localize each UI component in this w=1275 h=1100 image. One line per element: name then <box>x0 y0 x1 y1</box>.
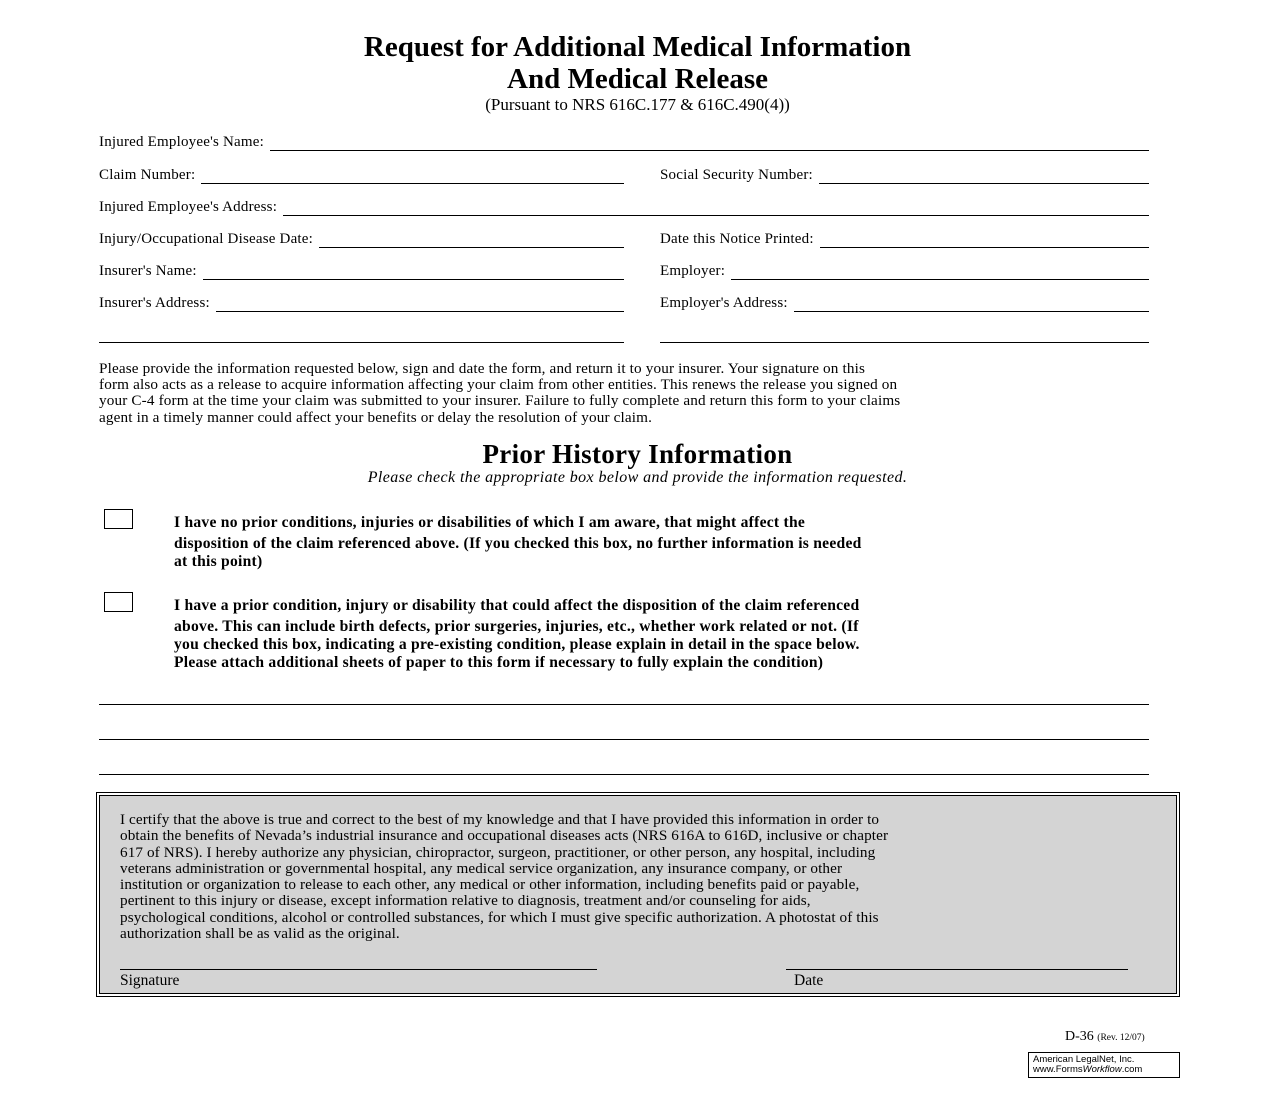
explanation-line-3[interactable] <box>99 774 1149 775</box>
certification-line: I certify that the above is true and correct to the best of my knowledge and that I have provided this information in order to <box>120 811 880 828</box>
prior-history-heading: Prior History Information <box>482 439 793 469</box>
form-revision: (Rev. 12/07) <box>1097 1033 1145 1043</box>
option-line: at this point) <box>174 553 263 570</box>
explanation-line-2[interactable] <box>99 739 1149 740</box>
option-line: disposition of the claim referenced above. (If you checked this box, no further information is needed <box>174 535 862 552</box>
claim-number-label: Claim Number: <box>99 167 196 183</box>
notice-date-field[interactable] <box>660 231 1149 248</box>
option-line: I have no prior conditions, injuries or disabilities of which I am aware, that might affect the <box>174 514 806 531</box>
certification-line: 617 of NRS). I hereby authorize any physician, chiropractor, surgeon, practitioner, or other person, any hospital, including <box>120 843 876 861</box>
injury-date-line[interactable] <box>319 233 624 248</box>
ssn-label: Social Security Number: <box>660 167 813 183</box>
ssn-field[interactable] <box>660 167 1149 184</box>
instructions-line: form also acts as a release to acquire information affecting your claim from other entities. This renews the release you signed on <box>99 376 898 394</box>
employee-name-field[interactable] <box>99 134 1149 151</box>
injury-date-field[interactable] <box>99 231 624 248</box>
certification-box <box>96 792 1180 997</box>
instructions-paragraph <box>99 361 1189 426</box>
employer-address-line2[interactable] <box>660 342 1149 343</box>
certification-line: veterans administration or governmental hospital, any medical service organization, any insurance company, or other <box>120 859 843 877</box>
certification-line: institution or organization to release to each other, any medical or other information, including benefits paid or payable, <box>120 876 860 894</box>
signature-label: Signature <box>120 972 180 989</box>
brand-line-2 <box>1033 1065 1175 1075</box>
option-line: Please attach additional sheets of paper to this form if necessary to fully explain the condition) <box>174 654 824 671</box>
brand-line-1: American LegalNet, Inc. <box>1033 1054 1135 1065</box>
instructions-line: Please provide the information requested below, sign and date the form, and return it to your insurer. Your signature on this <box>99 360 866 377</box>
form-title-line2: And Medical Release <box>507 63 768 95</box>
prior-condition-checkbox[interactable] <box>104 592 133 612</box>
certification-panel <box>99 795 1177 994</box>
prior-condition-text <box>174 597 1184 672</box>
notice-date-line[interactable] <box>820 233 1149 248</box>
injury-date-label: Injury/Occupational Disease Date: <box>99 231 314 247</box>
form-subtitle: (Pursuant to NRS 616C.177 & 616C.490(4)) <box>485 95 790 114</box>
brand-stamp <box>1028 1052 1180 1078</box>
insurer-address-line[interactable] <box>216 297 624 312</box>
form-title: Request for Additional Medical Information <box>363 31 912 63</box>
insurer-address-label: Insurer's Address: <box>99 295 210 311</box>
employer-address-label: Employer's Address: <box>660 295 788 311</box>
option-line: above. This can include birth defects, prior surgeries, injuries, etc., whether work related or not. (If <box>174 618 859 635</box>
insurer-name-field[interactable] <box>99 263 624 280</box>
employer-line[interactable] <box>731 265 1149 280</box>
date-line[interactable] <box>786 969 1128 970</box>
no-prior-condition-text <box>174 514 1184 571</box>
employer-address-line[interactable] <box>794 297 1149 312</box>
option-line: I have a prior condition, injury or disability that could affect the disposition of the claim referenced <box>174 597 860 614</box>
insurer-name-line[interactable] <box>203 265 624 280</box>
form-number-text: D-36 <box>1065 1029 1094 1044</box>
employer-field[interactable] <box>660 263 1149 280</box>
instructions-line: agent in a timely manner could affect your benefits or delay the resolution of your claim. <box>99 408 653 426</box>
employee-address-field[interactable] <box>99 199 1149 216</box>
employee-name-line[interactable] <box>270 136 1149 151</box>
no-prior-condition-checkbox[interactable] <box>104 509 133 529</box>
employee-address-line[interactable] <box>283 201 1149 216</box>
certification-line: authorization shall be as valid as the original. <box>120 925 400 943</box>
certification-line: pertinent to this injury or disease, except information relative to diagnosis, treatment and/or counseling for aids, <box>120 892 811 910</box>
brand-italic: Workflow <box>1082 1064 1122 1075</box>
brand-suffix: .com <box>1121 1064 1143 1075</box>
insurer-address-line2[interactable] <box>99 342 624 343</box>
brand-prefix: www.Forms <box>1033 1064 1083 1075</box>
insurer-name-label: Insurer's Name: <box>99 263 197 279</box>
certification-line: obtain the benefits of Nevada’s industrial insurance and occupational diseases acts (NRS 616A to 616D, inclusive or chapter <box>120 827 889 845</box>
form-number <box>1065 1029 1145 1045</box>
employer-label: Employer: <box>660 263 726 279</box>
insurer-address-field[interactable] <box>99 295 624 312</box>
claim-number-line[interactable] <box>201 169 624 184</box>
employee-name-label: Injured Employee's Name: <box>99 134 264 150</box>
date-label: Date <box>794 972 824 989</box>
claim-number-field[interactable] <box>99 167 624 184</box>
ssn-line[interactable] <box>819 169 1149 184</box>
signature-line[interactable] <box>120 969 597 970</box>
option-line: you checked this box, indicating a pre-existing condition, please explain in detail in the space below. <box>174 636 860 653</box>
certification-text <box>120 812 1160 942</box>
employee-address-label: Injured Employee's Address: <box>99 199 278 215</box>
explanation-line-1[interactable] <box>99 704 1149 705</box>
certification-line: psychological conditions, alcohol or controlled substances, for which I must give specific authorization. A photostat of this <box>120 908 879 926</box>
employer-address-field[interactable] <box>660 295 1149 312</box>
instructions-line: your C-4 form at the time your claim was submitted to your insurer. Failure to fully complete and return this form to your claims <box>99 392 901 410</box>
notice-date-label: Date this Notice Printed: <box>660 231 814 247</box>
prior-history-instruction: Please check the appropriate box below and provide the information requested. <box>367 469 908 486</box>
